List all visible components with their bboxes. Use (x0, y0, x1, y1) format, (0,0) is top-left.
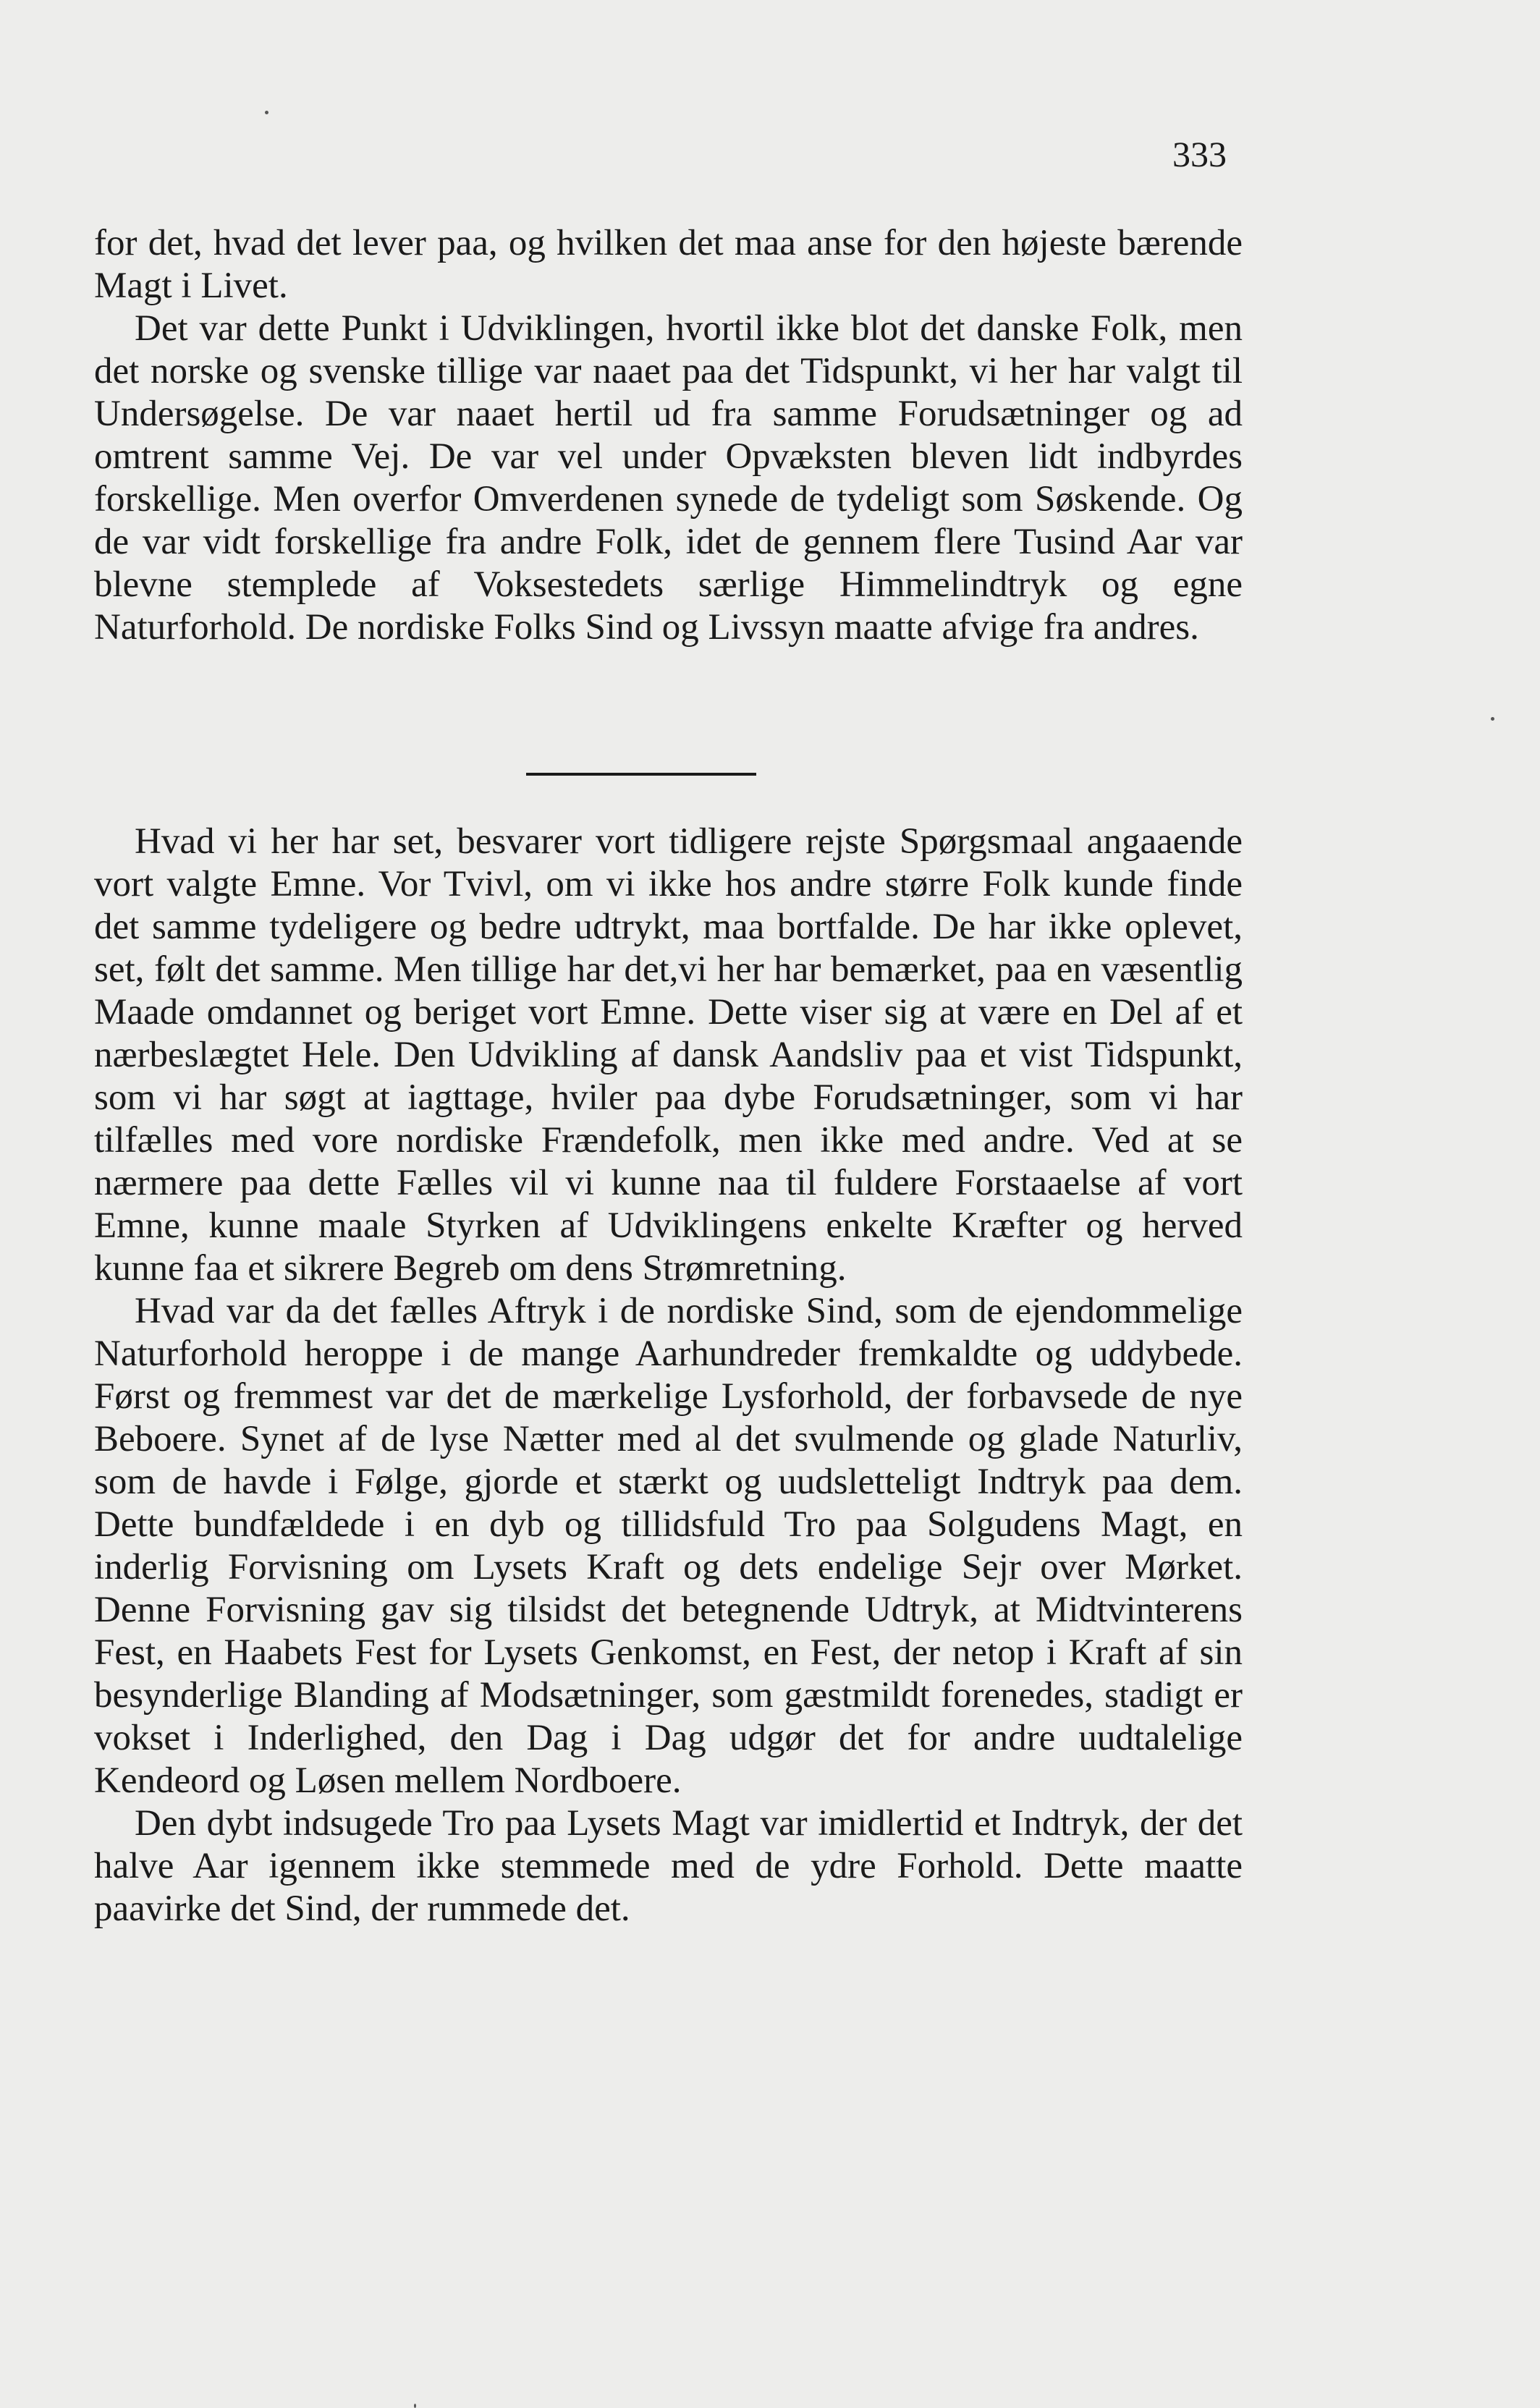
body-paragraph: Hvad var da det fælles Aftryk i de nordiske Sind, som de ejendommelige Naturforhold heroppe i de mange Aarhundreder fremkaldte og uddybede. Først og fremmest var det de mærkelige Lysforhold, der forbavsede de nye Beboere. Synet af de lyse Nætter med al det svulmende og glade Naturliv, som de havde i Følge, gjorde et stærkt og uudsletteligt Indtryk paa dem. Dette bundfældede i en dyb og tillidsfuld Tro paa Solgudens Magt, en inderlig Forvisning om Lysets Kraft og dets endelige Sejr over Mørket. Denne Forvisning gav sig tilsidst det betegnende Udtryk, at Midtvinterens Fest, en Haabets Fest for Lysets Genkomst, en Fest, der netop i Kraft af sin besynderlige Blanding af Modsætninger, som gæstmildt forenedes, stadigt er vokset i Inderlighed, den Dag i Dag udgør det for andre uudtalelige Kendeord og Løsen mellem Nordboere. (94, 1291, 1243, 1801)
paper-speck (414, 2404, 416, 2408)
page-number: 333 (1172, 134, 1227, 174)
body-paragraph: Det var dette Punkt i Udviklingen, hvortil ikke blot det danske Folk, men det norske og svenske tillige var naaet paa det Tidspunkt, vi her har valgt til Undersøgelse. De var naaet hertil ud fra samme Forudsætninger og ad omtrent samme Vej. De var vel under Opvæksten bleven lidt indbyrdes forskellige. Men overfor Omverdenen synede de tydeligt som Søskende. Og de var vidt forskellige fra andre Folk, idet de gennem flere Tusind Aar var blevne stemplede af Voksestedets særlige Himmelindtryk og egne Naturforhold. De nordiske Folks Sind og Livssyn maatte afvige fra andres. (94, 308, 1243, 648)
text-block-upper (94, 222, 1243, 649)
body-paragraph: Hvad vi her har set, besvarer vort tidligere rejste Spørgsmaal angaaende vort valgte Emne. Vor Tvivl, om vi ikke hos andre større Folk kunde finde det samme tydeligere og bedre udtrykt, maa bortfalde. De har ikke oplevet, set, følt det samme. Men tillige har det,vi her har bemærket, paa en væsentlig Maade omdannet og beriget vort Emne. Dette viser sig at være en Del af et nærbeslægtet Hele. Den Udvikling af dansk Aandsliv paa et vist Tidspunkt, som vi har søgt at iagttage, hviler paa dybe Forudsætninger, som vi har tilfælles med vore nordiske Frændefolk, men ikke med andre. Ved at se nærmere paa dette Fælles vil vi kunne naa til fuldere Forstaaelse af vort Emne, kunne maale Styrken af Udviklingens enkelte Kræfter og herved kunne faa et sikrere Begreb om dens Strømretning. (94, 821, 1243, 1289)
text-block-lower (94, 821, 1243, 1930)
paper-speck (265, 111, 268, 114)
continuation-paragraph: for det, hvad det lever paa, og hvilken det maa anse for den højeste bærende Magt i Livet. (94, 223, 1243, 306)
body-paragraph: Den dybt indsugede Tro paa Lysets Magt var imidlertid et Indtryk, der det halve Aar igennem ikke stemmede med de ydre Forhold. Dette maatte paavirke det Sind, der rummede det. (94, 1803, 1243, 1929)
section-divider (526, 773, 756, 776)
paper-speck (1491, 717, 1494, 721)
